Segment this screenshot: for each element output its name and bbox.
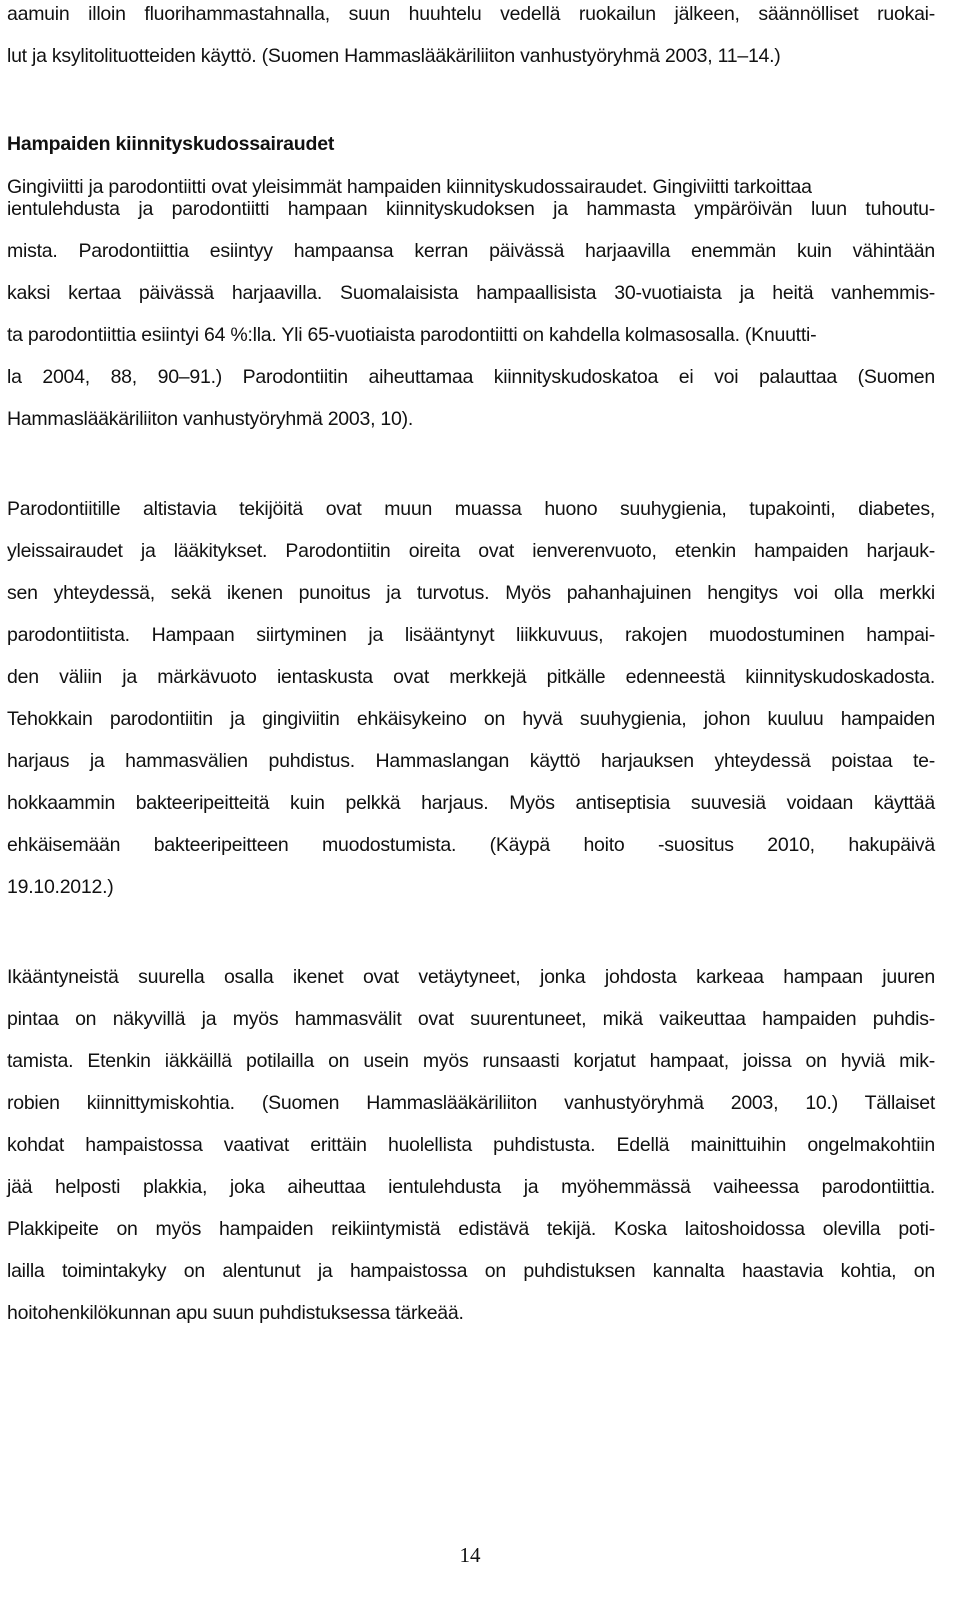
text-line: la 2004, 88, 90–91.) Parodontiitin aiheuttamaa kiinnityskudoskatoa ei voi palauttaa (Suomen: [7, 366, 935, 388]
text-line: jää helposti plakkia, joka aiheuttaa ientulehdusta ja myöhemmässä vaiheessa parodontiittia.: [7, 1176, 935, 1198]
text-line: hoitohenkilökunnan apu suun puhdistuksessa tärkeää.: [7, 1302, 464, 1324]
page-number: 14: [459, 1543, 481, 1567]
text-line: lut ja ksylitolituotteiden käyttö. (Suomen Hammaslääkäriliiton vanhustyöryhmä 2003, 11–14.): [7, 45, 781, 67]
section-heading: Hampaiden kiinnityskudossairaudet: [7, 133, 335, 155]
text-line: aamuin illoin fluorihammastahnalla, suun huuhtelu vedellä ruokailun jälkeen, säännölliset ruokai-: [7, 3, 935, 25]
text-line: mista. Parodontiittia esiintyy hampaansa kerran päivässä harjaavilla enemmän kuin vähintään: [7, 240, 935, 262]
text-line: tamista. Etenkin iäkkäillä potilailla on usein myös runsaasti korjatut hampaat, joissa on hyviä mik-: [7, 1050, 935, 1072]
text-line: lailla toimintakyky on alentunut ja hampaistossa on puhdistuksen kannalta haastavia kohtia, on: [7, 1260, 935, 1282]
text-line: parodontiitista. Hampaan siirtyminen ja lisääntynyt liikkuvuus, rakojen muodostuminen hampai-: [7, 624, 935, 646]
text-line: ehkäisemään bakteeripeitteen muodostumista. (Käypä hoito -suositus 2010, hakupäivä: [7, 834, 935, 856]
text-line: pintaa on näkyvillä ja myös hammasvälit ovat suurentuneet, mikä vaikeuttaa hampaiden puhdis-: [7, 1008, 935, 1030]
text-line: hokkaammin bakteeripeitteitä kuin pelkkä harjaus. Myös antiseptisia suuvesiä voidaan käyttää: [7, 792, 935, 814]
text-line: robien kiinnittymiskohtia. (Suomen Hammaslääkäriliiton vanhustyöryhmä 2003, 10.) Tällaiset: [7, 1092, 935, 1114]
text-line: Tehokkain parodontiitin ja gingiviitin ehkäisykeino on hyvä suuhygienia, johon kuuluu hampaiden: [7, 708, 935, 730]
text-line: ta parodontiittia esiintyi 64 %:lla. Yli 65-vuotiaista parodontiitti on kahdella kolmasosalla. (Knuutti-: [7, 324, 817, 346]
text-line: sen yhteydessä, sekä ikenen punoitus ja turvotus. Myös pahanhajuinen hengitys voi olla merkki: [7, 582, 935, 604]
text-line: Parodontiitille altistavia tekijöitä ovat muun muassa huono suuhygienia, tupakointi, diabetes,: [7, 498, 935, 520]
text-line: Gingiviitti ja parodontiitti ovat yleisimmät hampaiden kiinnityskudossairaudet. Gingiviitti tarkoittaa: [7, 176, 812, 198]
text-line: yleissairaudet ja lääkitykset. Parodontiitin oireita ovat ienverenvuoto, etenkin hampaiden harjauk-: [7, 540, 935, 562]
text-line: Plakkipeite on myös hampaiden reikiintymistä edistävä tekijä. Koska laitoshoidossa olevilla poti-: [7, 1218, 935, 1240]
text-line: kaksi kertaa päivässä harjaavilla. Suomalaisista hampaallisista 30-vuotiaista ja heitä vanhemmis-: [7, 282, 935, 304]
text-line: Hammaslääkäriliiton vanhustyöryhmä 2003, 10).: [7, 408, 414, 430]
text-line: den väliin ja märkävuoto ientaskusta ovat merkkejä pitkälle edenneestä kiinnityskudoskadosta.: [7, 666, 935, 688]
text-line: ientulehdusta ja parodontiitti hampaan kiinnityskudoksen ja hammasta ympäröivän luun tuhoutu-: [7, 198, 935, 220]
text-line: 19.10.2012.): [7, 876, 114, 898]
text-line: Ikääntyneistä suurella osalla ikenet ovat vetäytyneet, jonka johdosta karkeaa hampaan juuren: [7, 966, 935, 988]
text-line: kohdat hampaistossa vaativat erittäin huolellista puhdistusta. Edellä mainittuihin ongelmakohtiin: [7, 1134, 935, 1156]
text-line: harjaus ja hammasvälien puhdistus. Hammaslangan käyttö harjauksen yhteydessä poistaa te-: [7, 750, 935, 772]
